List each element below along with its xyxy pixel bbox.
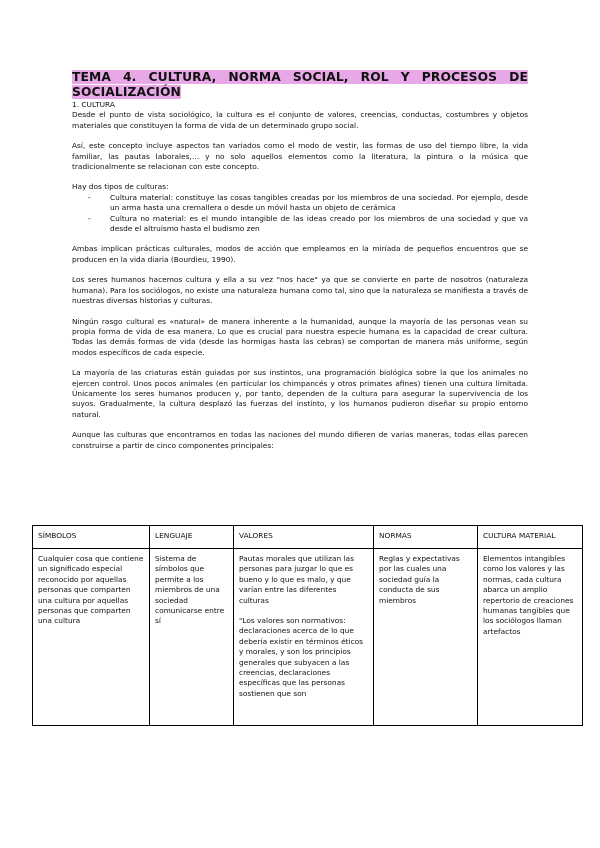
list-item-text: Cultura material: constituye las cosas tangibles creadas por los miembros de una sociedad. Por ejemplo, desde un arma hasta una cremallera o desde un móvil hasta un objeto de cerámica	[110, 192, 528, 213]
document-page	[72, 70, 528, 451]
cell-valores	[234, 549, 374, 726]
paragraph-4: Ambas implican prácticas culturales, modos de acción que empleamos en la miríada de pequeños encuentros que se producen en la vida diaria (Bourdieu, 1990).	[72, 244, 528, 264]
list-item-text: Cultura no material: es el mundo intangible de las ideas creado por los miembros de una sociedad y que va desde el altruismo hasta el budismo zen	[110, 213, 528, 234]
paragraph-types-intro: Hay dos tipos de culturas:	[72, 182, 169, 192]
section-heading: 1. CULTURA	[72, 100, 115, 109]
title-highlight: TEMA 4. CULTURA, NORMA SOCIAL, ROL Y PROCESOS DE SOCIALIZACIÓN	[72, 70, 528, 99]
paragraph-7: La mayoría de las criaturas están guiadas por sus instintos, una programación biológica sobre la que los animales no ejercen control. Unos pocos animales (en particular los chimpancés y otros primates afines) tienen una cultura limitada. Únicamente los seres humanos producen y, por tanto, dependen de la cultura para asegurar la supervivencia de los suyos. Gradualmente, la cultura desplazó las fuerzas del instinto, y los humanos pudieron diseñar su propio entorno natural.	[72, 368, 528, 419]
document-title	[72, 70, 528, 100]
components-table	[32, 525, 583, 726]
paragraph-5: Los seres humanos hacemos cultura y ella a su vez "nos hace" ya que se convierte en parte de nosotros (naturaleza humana). Para los sociólogos, no existe una naturaleza humana como tal, sino que la naturaleza se manifiesta a través de nuestras diversas historias y culturas.	[72, 275, 528, 306]
header-normas: NORMAS	[374, 526, 478, 549]
header-simbolos: SÍMBOLOS	[33, 526, 150, 549]
header-valores: VALORES	[234, 526, 374, 549]
list-item	[72, 193, 528, 214]
cell-cultura-material: Elementos intangibles como los valores y las normas, cada cultura abarca un amplio repertorio de creaciones humanas tangibles que los sociólogos llaman artefactos	[478, 549, 583, 726]
table-row	[33, 549, 583, 726]
header-cultura-material: CULTURA MATERIAL	[478, 526, 583, 549]
list-dash: -	[88, 213, 91, 223]
cell-lenguaje: Sistema de símbolos que permite a los miembros de una sociedad comunicarse entre sí	[150, 549, 234, 726]
header-lenguaje: LENGUAJE	[150, 526, 234, 549]
paragraph-2: Así, este concepto incluye aspectos tan variados como el modo de vestir, las formas de uso del tiempo libre, la vida familiar, las pautas laborales,… y no solo aquellos elementos como la literatura, la pintura o la música que tradicionalmente se relacionan con este concepto.	[72, 141, 528, 172]
table-header-row	[33, 526, 583, 549]
culture-types-list	[72, 193, 528, 235]
cell-valores-text-1: Pautas morales que utilizan las personas para juzgar lo que es bueno y lo que es malo, y que varían entre las diferentes culturas	[239, 554, 354, 605]
cell-simbolos: Cualquier cosa que contiene un significado especial reconocido por aquellas personas que comparten una cultura por aquellas personas que comparten una cultura	[33, 549, 150, 726]
paragraph-8: Aunque las culturas que encontramos en todas las naciones del mundo difieren de varias maneras, todas ellas parecen construirse a partir de cinco componentes principales:	[72, 430, 528, 450]
list-dash: -	[88, 192, 91, 202]
cell-normas: Reglas y expectativas por las cuales una sociedad guía la conducta de sus miembros	[374, 549, 478, 726]
cell-valores-text-2: "Los valores son normativos: declaraciones acerca de lo que debería existir en términos éticos y morales, y son los principios generales que subyacen a las creencias, declaraciones específicas que las personas sostienen que son	[239, 616, 364, 698]
list-item	[72, 214, 528, 235]
paragraph-1: Desde el punto de vista sociológico, la cultura es el conjunto de valores, creencias, conductas, costumbres y objetos materiales que constituyen la forma de vida de un determinado grupo social.	[72, 110, 528, 130]
paragraph-6: Ningún rasgo cultural es «natural» de manera inherente a la humanidad, aunque la mayoría de las personas vean su propia forma de vida de esa manera. Lo que es crucial para nuestra especie humana es la capacidad de crear cultura. Todas las demás formas de vida (desde las hormigas hasta las cebras) se comportan de manera más uniforme, según modos específicos de cada especie.	[72, 316, 528, 357]
